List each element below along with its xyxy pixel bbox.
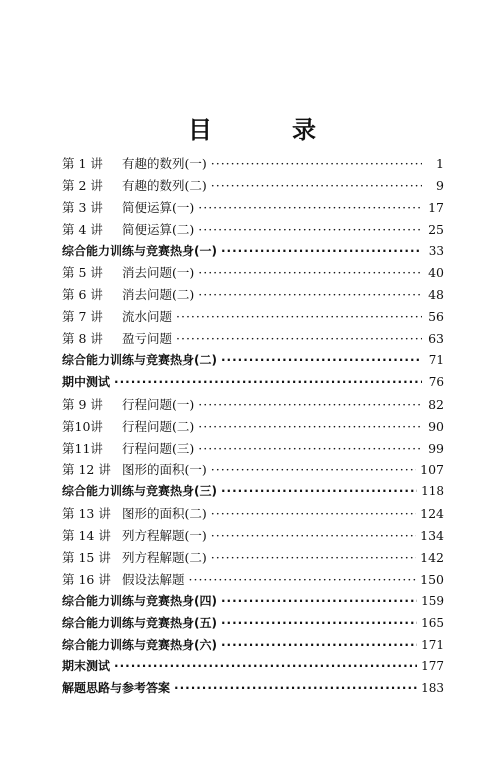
lecture-number: 第 9 讲	[62, 396, 103, 412]
toc-entry[interactable]	[62, 241, 444, 263]
toc-entry[interactable]	[62, 394, 444, 416]
toc-entry[interactable]	[62, 372, 444, 394]
page-number: 134	[420, 528, 444, 544]
page-number: 9	[436, 177, 444, 193]
dot-leader	[198, 438, 422, 460]
entry-title: 有趣的数列(二)	[122, 177, 207, 193]
toc-entry[interactable]	[62, 262, 444, 284]
dot-leader	[114, 372, 422, 394]
lecture-number: 第 8 讲	[62, 331, 103, 347]
toc-entry[interactable]	[62, 591, 444, 613]
toc-entry[interactable]	[62, 219, 444, 241]
toc-entry[interactable]	[62, 438, 444, 460]
page-number: 165	[421, 615, 444, 630]
page-number: 183	[421, 681, 444, 696]
toc-entry[interactable]	[62, 306, 444, 328]
toc-entry[interactable]	[62, 459, 444, 481]
toc-entry[interactable]	[62, 525, 444, 547]
lecture-number: 第 15 讲	[62, 550, 111, 566]
dot-leader	[198, 394, 422, 416]
page-number: 150	[420, 571, 444, 587]
entry-title: 列方程解题(一)	[122, 528, 207, 544]
dot-leader	[114, 656, 417, 678]
page-number: 142	[420, 550, 444, 566]
toc-entry[interactable]	[62, 678, 444, 700]
lecture-number: 第 6 讲	[62, 287, 103, 303]
page-number: 159	[421, 593, 444, 608]
page-number: 107	[420, 462, 444, 478]
page-number: 56	[428, 309, 444, 325]
dot-leader	[198, 197, 422, 219]
entry-title: 有趣的数列(一)	[122, 156, 207, 171]
lecture-number: 第 1 讲	[62, 156, 103, 171]
dot-leader	[221, 635, 417, 657]
dot-leader	[198, 262, 422, 284]
entry-title: 简便运算(二)	[122, 221, 195, 237]
entry-title: 解题思路与参考答案	[62, 681, 171, 696]
dot-leader	[211, 153, 422, 175]
page-number: 90	[428, 418, 444, 434]
dot-leader	[211, 175, 422, 197]
toc-entry[interactable]	[62, 635, 444, 657]
toc-entry[interactable]	[62, 175, 444, 197]
entry-title: 行程问题(二)	[122, 418, 195, 434]
entry-title: 假设法解题	[122, 571, 185, 587]
entry-title: 流水问题	[122, 309, 173, 325]
page-number: 33	[428, 243, 444, 258]
lecture-number: 第 13 讲	[62, 506, 111, 522]
lecture-number: 第 5 讲	[62, 265, 103, 281]
toc-entry[interactable]	[62, 503, 444, 525]
dot-leader	[198, 416, 422, 438]
toc-entry[interactable]	[62, 416, 444, 438]
toc-entry[interactable]	[62, 328, 444, 350]
entry-title: 综合能力训练与竞赛热身(一)	[62, 243, 217, 258]
toc-entry[interactable]	[62, 350, 444, 372]
entry-title: 综合能力训练与竞赛热身(五)	[62, 615, 217, 630]
dot-leader	[189, 569, 417, 591]
entry-title: 消去问题(一)	[122, 265, 195, 281]
page-number: 1	[436, 156, 444, 171]
page-number: 48	[428, 287, 444, 303]
table-of-contents	[62, 153, 444, 700]
dot-leader	[174, 678, 417, 700]
dot-leader	[221, 591, 417, 613]
lecture-number: 第 12 讲	[62, 462, 111, 478]
dot-leader	[211, 459, 416, 481]
page-number: 40	[428, 265, 444, 281]
dot-leader	[198, 284, 422, 306]
dot-leader	[198, 219, 422, 241]
toc-entry[interactable]	[62, 284, 444, 306]
toc-entry[interactable]	[62, 547, 444, 569]
lecture-number: 第11讲	[62, 440, 103, 456]
dot-leader	[211, 525, 416, 547]
entry-title: 图形的面积(一)	[122, 462, 207, 478]
entry-title: 行程问题(三)	[122, 440, 195, 456]
lecture-number: 第 7 讲	[62, 309, 103, 325]
page-number: 71	[428, 353, 444, 368]
dot-leader	[176, 306, 422, 328]
page-number: 82	[428, 396, 444, 412]
dot-leader	[176, 328, 422, 350]
toc-entry[interactable]	[62, 613, 444, 635]
entry-title: 盈亏问题	[122, 331, 173, 347]
page-number: 76	[428, 374, 444, 389]
dot-leader	[221, 481, 417, 503]
entry-title: 综合能力训练与竞赛热身(六)	[62, 637, 217, 652]
toc-entry[interactable]	[62, 481, 444, 503]
lecture-number: 第 16 讲	[62, 571, 111, 587]
page-number: 99	[428, 440, 444, 456]
lecture-number: 第10讲	[62, 418, 103, 434]
lecture-number: 第 4 讲	[62, 221, 103, 237]
dot-leader	[221, 350, 422, 372]
lecture-number: 第 14 讲	[62, 528, 111, 544]
page-number: 171	[421, 637, 444, 652]
dot-leader	[221, 613, 417, 635]
page-title: 目 录	[188, 115, 344, 144]
dot-leader	[211, 503, 416, 525]
page-number: 63	[428, 331, 444, 347]
page-number: 25	[428, 221, 444, 237]
toc-entry[interactable]	[62, 656, 444, 678]
page-number: 17	[428, 199, 444, 215]
page-number: 124	[420, 506, 444, 522]
entry-title: 综合能力训练与竞赛热身(二)	[62, 353, 217, 368]
page-number: 177	[421, 659, 444, 674]
lecture-number: 第 2 讲	[62, 177, 103, 193]
entry-title: 消去问题(二)	[122, 287, 195, 303]
toc-entry[interactable]	[62, 569, 444, 591]
dot-leader	[221, 241, 422, 263]
toc-entry[interactable]	[62, 153, 444, 175]
entry-title: 列方程解题(二)	[122, 550, 207, 566]
toc-entry[interactable]	[62, 197, 444, 219]
entry-title: 图形的面积(二)	[122, 506, 207, 522]
entry-title: 期末测试	[62, 659, 111, 674]
page-number: 118	[421, 484, 444, 499]
lecture-number: 第 3 讲	[62, 199, 103, 215]
entry-title: 综合能力训练与竞赛热身(四)	[62, 593, 217, 608]
entry-title: 行程问题(一)	[122, 396, 195, 412]
dot-leader	[211, 547, 416, 569]
entry-title: 综合能力训练与竞赛热身(三)	[62, 484, 217, 499]
entry-title: 期中测试	[62, 374, 111, 389]
entry-title: 简便运算(一)	[122, 199, 195, 215]
